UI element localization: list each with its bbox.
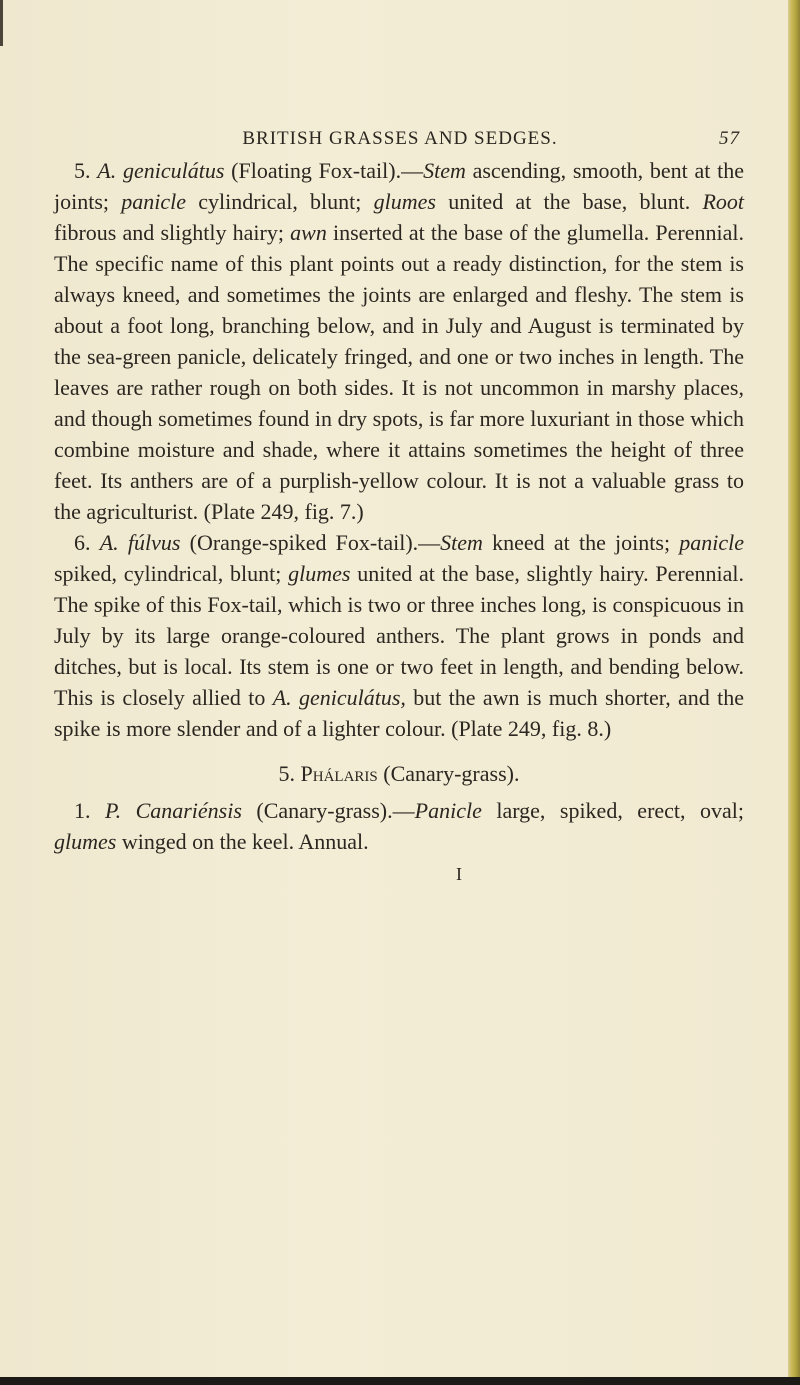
- term-glumes: glumes: [288, 561, 351, 586]
- desc-stem: ascending, smooth, bent at the joints;: [54, 158, 745, 214]
- species-name: A. fúlvus: [99, 530, 181, 555]
- signature-mark: I: [456, 864, 462, 884]
- binding-edge: [0, 0, 3, 46]
- term-awn: awn: [290, 220, 327, 245]
- header-title: BRITISH GRASSES AND SEDGES.: [242, 128, 558, 149]
- entry-number: 1.: [74, 798, 91, 823]
- entry-number: 6.: [74, 530, 91, 555]
- term-panicle: panicle: [679, 530, 745, 555]
- entry-canariensis: [54, 795, 744, 857]
- cross-reference: A. geniculátus,: [272, 685, 406, 710]
- desc-root: fibrous and slightly hairy;: [54, 220, 291, 245]
- species-name: P. Canariénsis: [104, 798, 242, 823]
- desc-panicle: spiked, cylindrical, blunt;: [54, 561, 289, 586]
- bottom-edge: [0, 1377, 800, 1385]
- term-root: Root: [702, 189, 745, 214]
- genus-number: 5.: [278, 761, 295, 786]
- page-number: 57: [719, 128, 740, 149]
- common-name: (Floating Fox-tail).—: [231, 158, 424, 183]
- desc-glumes: united at the base, blunt.: [435, 189, 703, 214]
- desc-glumes: winged on the keel. Annual.: [116, 829, 369, 854]
- desc-stem: kneed at the joints;: [482, 530, 680, 555]
- term-stem: Stem: [440, 530, 483, 555]
- genus-heading: [54, 758, 744, 789]
- term-glumes: glumes: [54, 829, 117, 854]
- entry-fulvus: [54, 527, 744, 744]
- term-panicle: Panicle: [414, 798, 482, 823]
- term-panicle: panicle: [121, 189, 187, 214]
- species-name: A. geniculátus: [97, 158, 225, 183]
- term-glumes: glumes: [373, 189, 436, 214]
- entry-number: 5.: [74, 158, 91, 183]
- common-name: (Orange-spiked Fox-tail).—: [189, 530, 441, 555]
- body-text: [54, 155, 744, 890]
- genus-common-name: (Canary-grass).: [383, 761, 520, 786]
- common-name: (Canary-grass).—: [256, 798, 415, 823]
- desc-panicle: cylindrical, blunt;: [186, 189, 374, 214]
- page-edge: [788, 0, 800, 1385]
- desc-panicle: large, spiked, erect, oval;: [481, 798, 745, 823]
- term-stem: Stem: [423, 158, 466, 183]
- genus-name: Phálaris: [300, 761, 378, 786]
- entry-geniculatus: [54, 155, 744, 527]
- desc-awn: inserted at the base of the glumella. Perennial. The specific name of this plant points out a ready distinction, for the stem is always kneed, and sometimes the joints are enlarged and fleshy. The stem is about a foot long, branching below, and in July and August is terminated by the sea-green panicle, delicately fringed, and one or two inches in length. The leaves are rather rough on both sides. It is not uncommon in marshy places, and though sometimes found in dry spots, is far more luxuriant in those which combine moisture and shade, where it attains sometimes the height of three feet. Its anthers are of a purplish-yellow colour. It is not a valuable grass to the agriculturist. (Plate 249, fig. 7.): [54, 220, 745, 524]
- desc-end: but the awn is much shorter, and the spike is more slender and of a lighter colour. (Plate 249, fig. 8.): [54, 685, 744, 741]
- desc-glumes: united at the base, slightly hairy. Perennial. The spike of this Fox-tail, which is two or three inches long, is conspicuous in July by its large orange-coloured anthers. The plant grows in ponds and ditches, but is local. Its stem is one or two feet in length, and bending below. This is closely allied to: [54, 561, 744, 710]
- running-header: [60, 128, 740, 158]
